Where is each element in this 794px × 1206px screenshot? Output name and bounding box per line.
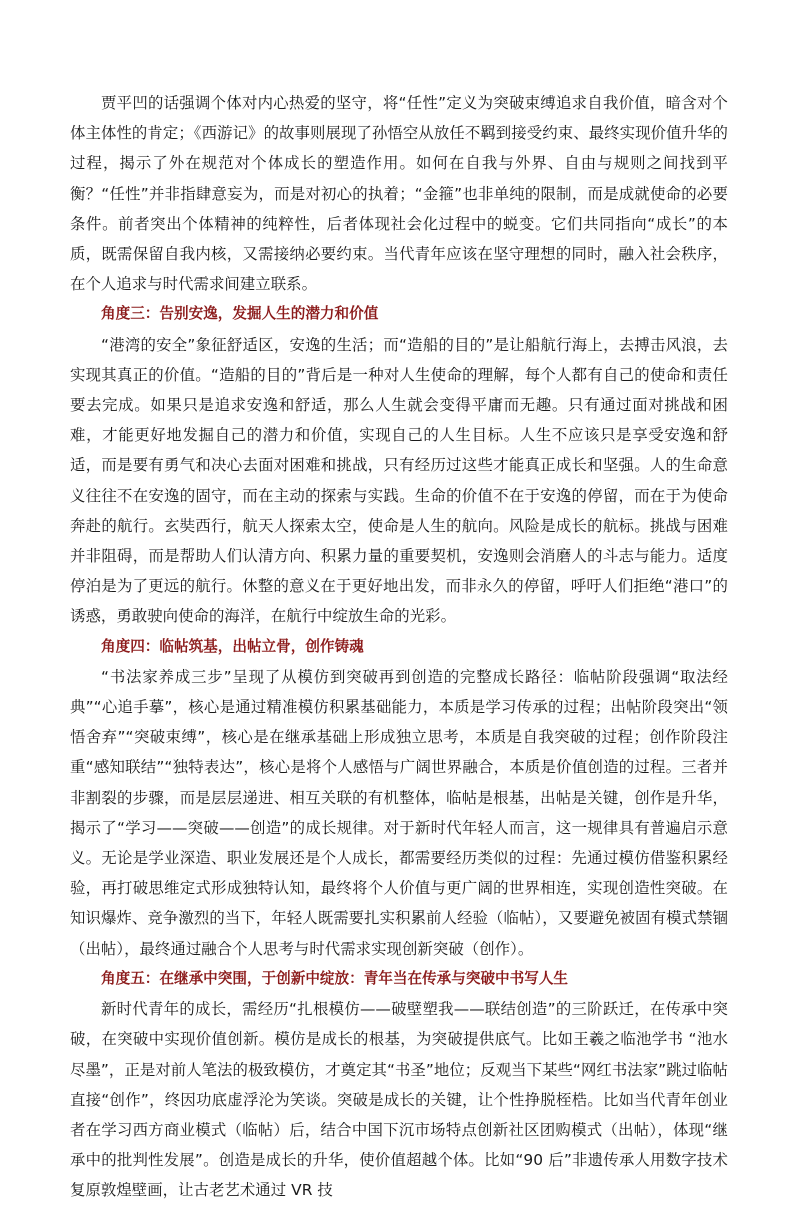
section-heading: 角度四：临帖筑基，出帖立骨，创作铸魂	[101, 637, 364, 655]
section-heading: 角度五：在继承中突围，于创新中绽放：青年当在传承与突破中书写人生	[101, 969, 569, 987]
document-page	[70, 88, 728, 1206]
body-paragraph: “书法家养成三步”呈现了从模仿到突破再到创造的完整成长路径：临帖阶段强调“取法经典”“心追手摹”，核心是通过精准模仿积累基础能力，本质是学习传承的过程；出帖阶段突出“领悟舍弃”“突破束缚”，核心是在继承基础上形成独立思考，本质是自我突破的过程；创作阶段注重“感知联结”“独特表达”，核心是将个人感悟与广阔世界融合，本质是价值创造的过程。三者并非割裂的步骤，而是层层递进、相互关联的有机整体，临帖是根基，出帖是关键，创作是升华，揭示了“学习——突破——创造”的成长规律。对于新时代年轻人而言，这一规律具有普遍启示意义。无论是学业深造、职业发展还是个人成长，都需要经历类似的过程：先通过模仿借鉴积累经验，再打破思维定式形成独特认知，最终将个人价值与更广阔的世界相连，实现创造性突破。在知识爆炸、竞争激烈的当下，年轻人既需要扎实积累前人经验（临帖），又要避免被固有模式禁锢（出帖），最终通过融合个人思考与时代需求实现创新突破（创作）。	[70, 667, 728, 958]
body-paragraph: “港湾的安全”象征舒适区，安逸的生活；而“造船的目的”是让船航行海上，去搏击风浪，去实现其真正的价值。“造船的目的”背后是一种对人生使命的理解，每个人都有自己的使命和责任要去完成。如果只是追求安逸和舒适，那么人生就会变得平庸而无趣。只有通过面对挑战和困难，才能更好地发掘自己的潜力和价值，实现自己的人生目标。人生不应该只是享受安逸和舒适，而是要有勇气和决心去面对困难和挑战，只有经历过这些才能真正成长和坚强。人的生命意义往往不在安逸的固守，而在主动的探索与实践。生命的价值不在于安逸的停留，而在于为使命奔赴的航行。玄奘西行，航天人探索太空，使命是人生的航向。风险是成长的航标。挑战与困难并非阻碍，而是帮助人们认清方向、积累力量的重要契机，安逸则会消磨人的斗志与能力。适度停泊是为了更远的航行。休整的意义在于更好地出发，而非永久的停留，呼吁人们拒绝“港口”的诱惑，勇敢驶向使命的海洋，在航行中绽放生命的光彩。	[70, 335, 728, 626]
body-paragraph: 新时代青年的成长，需经历“扎根模仿——破壁塑我——联结创造”的三阶跃迁，在传承中突破，在突破中实现价值创新。模仿是成长的根基，为突破提供底气。比如王羲之临池学书 “池水尽墨”，正是对前人笔法的极致模仿，才奠定其“书圣”地位；反观当下某些“网红书法家”跳过临帖直接“创作”，终因功底虚浮沦为笑谈。突破是成长的关键，让个性挣脱桎梏。比如当代青年创业者在学习西方商业模式（临帖）后，结合中国下沉市场特点创新社区团购模式（出帖），体现“继承中的批判性发展”。创造是成长的升华，使价值超越个体。比如“90 后”非遗传承人用数字技术复原敦煌壁画，让古老艺术通过 VR 技	[70, 1000, 728, 1200]
body-paragraph: 贾平凹的话强调个体对内心热爱的坚守，将“任性”定义为突破束缚追求自我价值，暗含对个体主体性的肯定；《西游记》的故事则展现了孙悟空从放任不羁到接受约束、最终实现价值升华的过程，揭示了外在规范对个体成长的塑造作用。如何在自我与外界、自由与规则之间找到平衡？“任性”并非指肆意妄为，而是对初心的执着；“金箍”也非单纯的限制，而是成就使命的必要条件。前者突出个体精神的纯粹性，后者体现社会化过程中的蜕变。它们共同指向“成长”的本质，既需保留自我内核，又需接纳必要约束。当代青年应该在坚守理想的同时，融入社会秩序，在个人追求与时代需求间建立联系。	[70, 94, 728, 294]
section-heading: 角度三：告别安逸，发掘人生的潜力和价值	[101, 305, 379, 323]
